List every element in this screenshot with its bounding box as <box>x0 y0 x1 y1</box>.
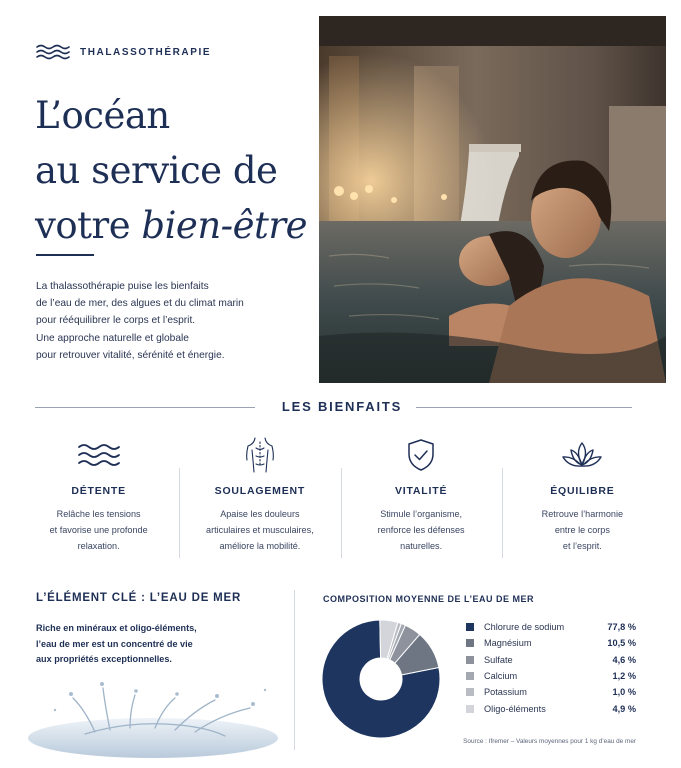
title-line-3-prefix: votre <box>35 204 142 247</box>
section-divider-left <box>35 407 255 408</box>
legend-label: Sulfate <box>484 654 513 665</box>
lotus-icon <box>560 440 604 470</box>
legend-label: Calcium <box>484 671 518 682</box>
composition-legend <box>466 619 636 717</box>
legend-swatch <box>466 705 474 713</box>
benefit-title: SOULAGEMENT <box>214 485 306 497</box>
title-line-3-italic: bien-être <box>141 204 308 247</box>
benefit-title: ÉQUILIBRE <box>550 485 615 497</box>
composition-donut-chart <box>320 618 442 740</box>
intro-line: de l’eau de mer, des algues et du climat marin <box>36 298 244 310</box>
intro-line: La thalassothérapie puise les bienfaits <box>36 281 209 292</box>
benefit-line: renforce les défenses <box>377 525 465 535</box>
benefit-line: entre le corps <box>554 525 610 535</box>
title-divider <box>36 254 94 256</box>
legend-value: 77,8 % <box>607 622 636 633</box>
legend-item <box>466 668 636 684</box>
benefit-description <box>502 506 663 554</box>
legend-value: 4,9 % <box>612 703 636 714</box>
key-element-line: aux propriétés exceptionnelles. <box>36 654 172 664</box>
page-title <box>35 88 315 253</box>
legend-item <box>466 619 636 635</box>
title-line-2: au service de <box>35 149 278 192</box>
legend-label: Magnésium <box>484 638 532 649</box>
shield-check-icon <box>406 438 436 472</box>
column-divider <box>294 590 295 750</box>
brand-label: THALASSOTHÉRAPIE <box>80 46 212 58</box>
benefit-line: Relâche les tensions <box>56 509 141 519</box>
legend-value: 1,2 % <box>612 671 636 682</box>
benefit-line: naturelles. <box>400 541 443 551</box>
body-icon <box>244 436 276 474</box>
benefit-line: relaxation. <box>77 541 120 551</box>
benefit-line: Retrouve l’harmonie <box>541 509 624 519</box>
waves-icon <box>77 443 121 467</box>
waves-icon <box>36 44 70 60</box>
legend-item <box>466 635 636 651</box>
key-element-line: l’eau de mer est un concentré de vie <box>36 638 193 649</box>
intro-line: pour rééquilibrer le corps et l’esprit. <box>36 315 196 327</box>
benefit-description <box>179 506 340 554</box>
benefit-vitalite <box>341 430 502 560</box>
legend-item <box>466 684 636 700</box>
title-line-1: L’océan <box>35 94 170 137</box>
section-divider-right <box>416 407 632 408</box>
benefits-list <box>18 430 663 560</box>
benefit-line: améliore la mobilité. <box>219 541 301 551</box>
benefit-line: articulaires et musculaires, <box>206 525 314 535</box>
benefit-soulagement <box>179 430 340 560</box>
legend-swatch <box>466 656 474 664</box>
legend-swatch <box>466 688 474 696</box>
legend-swatch <box>466 623 474 631</box>
legend-value: 10,5 % <box>607 638 636 649</box>
brand <box>36 44 211 60</box>
benefit-title: DÉTENTE <box>71 485 126 497</box>
intro-line: pour retrouver vitalité, sérénité et énergie. <box>36 349 225 361</box>
legend-value: 4,6 % <box>612 654 636 665</box>
legend-swatch <box>466 639 474 647</box>
legend-label: Potassium <box>484 687 527 698</box>
benefit-title: VITALITÉ <box>394 485 448 497</box>
benefit-line: et l’esprit. <box>562 541 602 551</box>
title-line-3 <box>35 198 315 253</box>
legend-label: Oligo-éléments <box>484 703 546 714</box>
source-note: Source : Ifremer – Valeurs moyennes pour 1 kg d’eau de mer <box>463 738 636 745</box>
legend-swatch <box>466 672 474 680</box>
legend-item <box>466 652 636 668</box>
spa-pool-photo <box>319 16 666 383</box>
intro-line: Une approche naturelle et globale <box>36 332 189 344</box>
key-element-line: Riche en minéraux et oligo-éléments, <box>36 623 197 633</box>
water-splash-image <box>25 660 280 760</box>
benefit-line: Stimule l’organisme, <box>380 509 463 519</box>
legend-value: 1,0 % <box>612 687 636 698</box>
benefit-equilibre <box>502 430 663 560</box>
benefits-title: LES BIENFAITS <box>281 399 403 414</box>
legend-label: Chlorure de sodium <box>484 622 565 633</box>
key-element-title: L’ÉLÉMENT CLÉ : L’EAU DE MER <box>36 592 242 604</box>
composition-title: COMPOSITION MOYENNE DE L’EAU DE MER <box>323 594 535 604</box>
benefit-description <box>341 506 502 554</box>
benefit-line: et favorise une profonde <box>49 525 148 535</box>
intro-text <box>36 278 306 364</box>
benefit-description <box>18 506 179 554</box>
benefit-line: Apaise les douleurs <box>220 509 300 519</box>
benefit-detente <box>18 430 179 560</box>
legend-item <box>466 700 636 716</box>
